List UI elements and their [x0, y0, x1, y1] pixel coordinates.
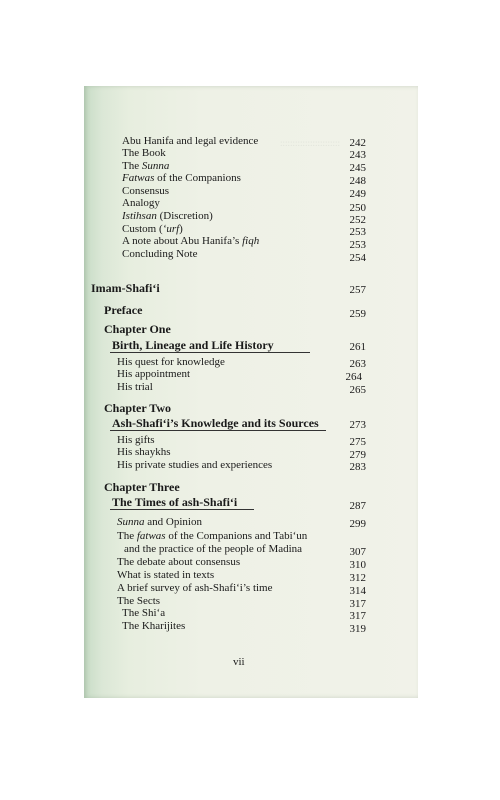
toc-page-number: 319 [349, 623, 366, 635]
toc-page-number: 249 [349, 188, 366, 200]
toc-page-number: 299 [349, 518, 366, 530]
toc-page-number: 310 [349, 559, 366, 571]
toc-entry: What is stated in texts [117, 569, 215, 581]
toc-entry: His private studies and experiences [117, 459, 273, 471]
toc-entry: A brief survey of ash-Shafi‘i’s time [117, 582, 273, 594]
toc-page-number: 254 [349, 252, 366, 264]
toc-page-number: 312 [349, 572, 366, 584]
toc-entry: His gifts [117, 434, 155, 446]
toc-entry: Sunna and Opinion [117, 516, 202, 528]
toc-page-number: 242 [349, 137, 366, 149]
toc-page-number: 245 [349, 162, 366, 174]
toc-page-number: 279 [349, 449, 366, 461]
toc-page-number: 287 [349, 500, 366, 512]
toc-entry: His quest for knowledge [117, 356, 225, 368]
toc-page-number: 273 [349, 419, 366, 431]
toc-entry: Concluding Note [122, 248, 198, 260]
toc-page-number: 264 [345, 371, 362, 383]
toc-page-number: 314 [349, 585, 366, 597]
underline-rule [110, 352, 310, 353]
toc-entry: The Book [122, 147, 166, 159]
toc-page-number: 252 [349, 214, 366, 226]
chapter-heading: Chapter Two [104, 401, 172, 415]
toc-page-number: 248 [349, 175, 366, 187]
toc-entry: Abu Hanifa and legal evidence [122, 135, 259, 147]
chapter-heading: Chapter One [104, 322, 171, 336]
toc-page-number: 243 [349, 149, 366, 161]
toc-entry: The Sunna [122, 160, 170, 172]
bleed-through-text: :::::::::::::::::::::::: [280, 138, 341, 148]
toc-page-number: 317 [349, 598, 366, 610]
toc-page-number: 253 [349, 239, 366, 251]
toc-entry: His appointment [117, 368, 191, 380]
toc-entry: The fatwas of the Companions and Tabi‘un [117, 530, 308, 542]
toc-page-number: 257 [349, 284, 366, 296]
toc-page-number: 263 [349, 358, 366, 370]
chapter-heading: Chapter Three [104, 480, 180, 494]
toc-page-number: 283 [349, 461, 366, 473]
toc-entry: His trial [117, 381, 153, 393]
toc-page-number: 259 [349, 308, 366, 320]
toc-page-number: 261 [349, 341, 366, 353]
book-page [84, 86, 418, 698]
toc-entry: The Sects [117, 595, 161, 607]
toc-entry: A note about Abu Hanifa’s fiqh [122, 235, 260, 247]
chapter-title: Birth, Lineage and Life History [112, 338, 274, 352]
toc-entry: and the practice of the people of Madina [124, 543, 303, 555]
toc-page-number: 250 [349, 202, 366, 214]
underline-rule [110, 509, 254, 510]
page-number: vii [233, 656, 245, 668]
chapter-title: Ash-Shafi‘i’s Knowledge and its Sources [112, 416, 319, 430]
underline-rule [110, 430, 326, 431]
toc-page-number: 307 [349, 546, 366, 558]
toc-entry: The Kharijites [122, 620, 186, 632]
toc-entry: Istihsan (Discretion) [122, 210, 213, 222]
toc-page-number: 253 [349, 226, 366, 238]
toc-page-number: 265 [349, 384, 366, 396]
toc-entry: Fatwas of the Companions [122, 172, 241, 184]
toc-entry: The debate about consensus [117, 556, 241, 568]
toc-page-number: 317 [349, 610, 366, 622]
part-heading: Imam-Shafi‘i [91, 281, 160, 295]
section-heading: Preface [104, 303, 143, 317]
toc-entry: The Shi‘a [122, 607, 166, 619]
toc-entry: His shaykhs [117, 446, 171, 458]
toc-entry: Consensus [122, 185, 170, 197]
toc-entry: Custom (‘urf) [122, 223, 183, 235]
chapter-title: The Times of ash-Shafi‘i [112, 495, 238, 509]
toc-entry: Analogy [122, 197, 160, 209]
toc-page-number: 275 [349, 436, 366, 448]
